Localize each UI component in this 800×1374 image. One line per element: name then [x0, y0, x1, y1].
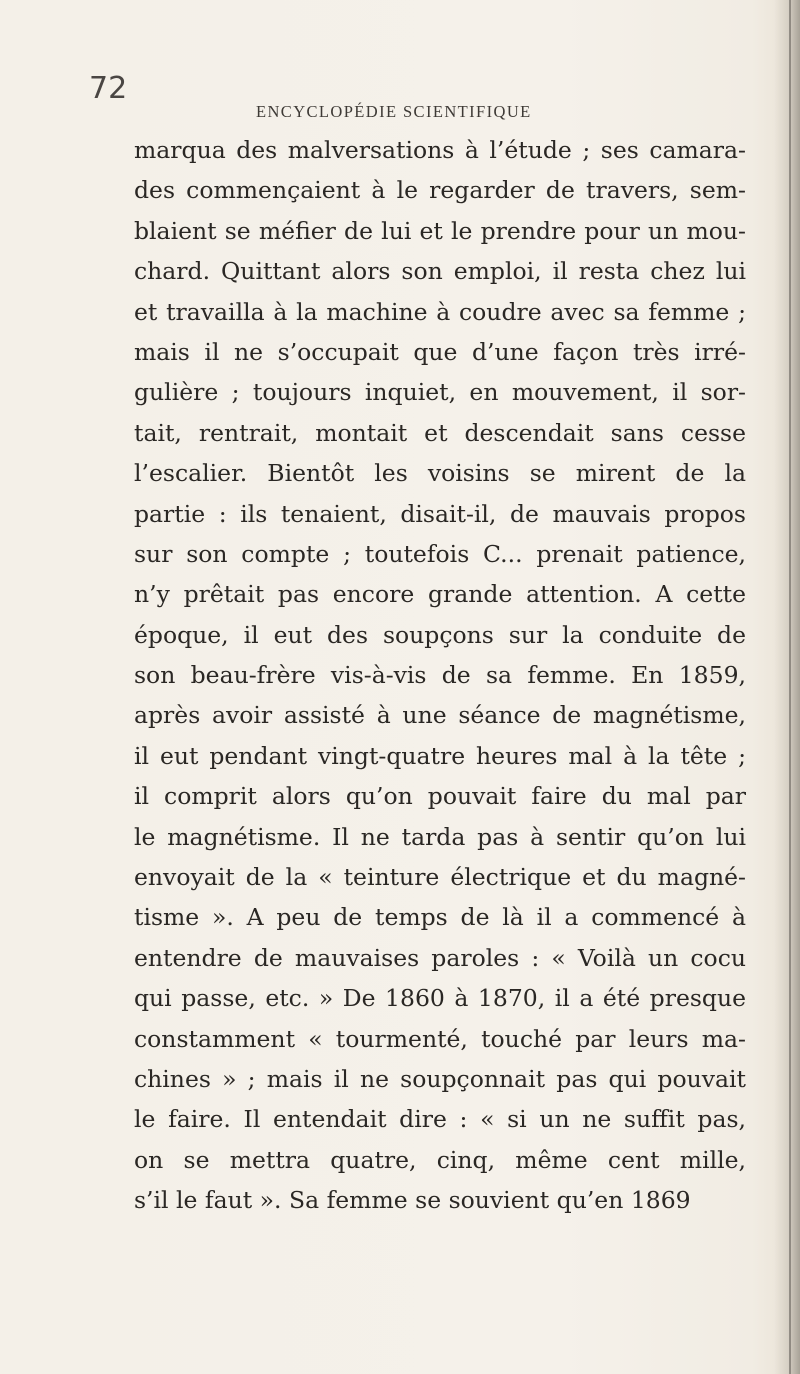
text-line: on se mettra quatre, cinq, même cent mille,: [134, 1145, 746, 1174]
text-line: il eut pendant vingt-quatre heures mal à la tête ;: [134, 741, 746, 770]
text-line: blaient se méfier de lui et le prendre pour un mou-: [134, 216, 746, 245]
text-line: et travailla à la machine à coudre avec sa femme ;: [134, 297, 746, 326]
text-line: chard. Quittant alors son emploi, il resta chez lui: [134, 257, 746, 286]
text-line: s’il le faut ». Sa femme se souvient qu’en 1869: [134, 1186, 691, 1215]
text-line: qui passe, etc. » De 1860 à 1870, il a été presque: [134, 984, 746, 1013]
text-line: gulière ; toujours inquiet, en mouvement, il sor-: [134, 378, 746, 407]
text-line: marqua des malversations à l’étude ; ses camara-: [134, 136, 746, 164]
text-line: son beau-frère vis-à-vis de sa femme. En 1859,: [134, 661, 746, 690]
text-line: après avoir assisté à une séance de magnétisme,: [134, 701, 746, 730]
text-line: sur son compte ; toutefois C... prenait patience,: [134, 539, 746, 568]
text-line: n’y prêtait pas encore grande attention. A cette: [134, 580, 746, 609]
text-line: mais il ne s’occupait que d’une façon très irré-: [134, 337, 746, 366]
page-edge-shadow: [774, 0, 800, 1374]
text-line: époque, il eut des soupçons sur la conduite de: [134, 620, 746, 649]
text-line: le faire. Il entendait dire : « si un ne suffit pas,: [134, 1105, 746, 1134]
page-number: 72: [89, 71, 128, 106]
text-line: tait, rentrait, montait et descendait sans cesse: [134, 418, 746, 447]
text-line: envoyait de la « teinture électrique et du magné-: [134, 863, 746, 892]
text-line: partie : ils tenaient, disait-il, de mauvais propos: [134, 499, 746, 528]
text-line: le magnétisme. Il ne tarda pas à sentir qu’on lui: [134, 822, 746, 851]
page-edge-line: [789, 0, 791, 1374]
running-head: ENCYCLOPÉDIE SCIENTIFIQUE: [256, 102, 532, 121]
text-line: des commençaient à le regarder de travers, sem-: [134, 176, 746, 205]
text-line: chines » ; mais il ne soupçonnait pas qui pouvait: [134, 1064, 746, 1093]
text-line: entendre de mauvaises paroles : « Voilà un cocu: [134, 943, 746, 972]
text-line: il comprit alors qu’on pouvait faire du mal par: [134, 782, 746, 811]
body-text: [134, 130, 746, 1221]
text-line: l’escalier. Bientôt les voisins se mirent de la: [134, 459, 746, 488]
text-line: tisme ». A peu de temps de là il a commencé à: [134, 903, 746, 932]
text-line: constamment « tourmenté, touché par leurs ma-: [134, 1024, 746, 1053]
